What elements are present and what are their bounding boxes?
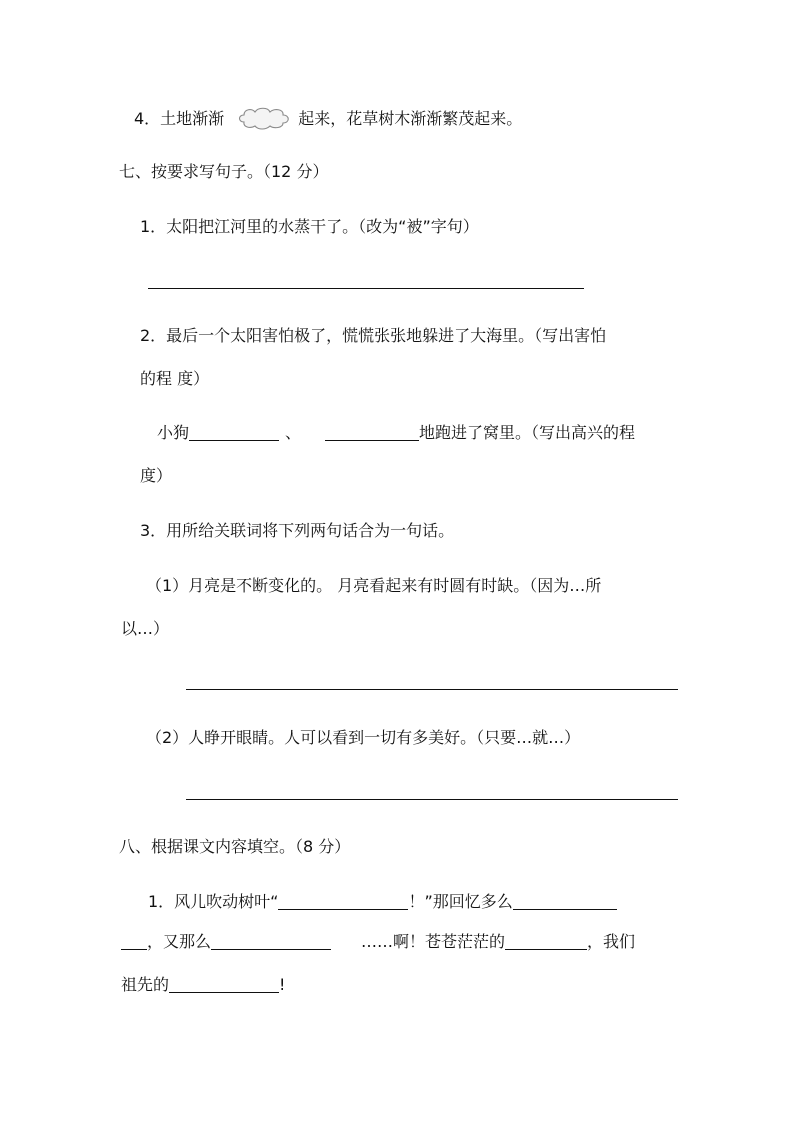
- section-7-question-2-dog-line-2: 度）: [140, 466, 173, 485]
- dog-separator: 、: [285, 423, 302, 442]
- section-7-question-3-1-line-1: （1）月亮是不断变化的。 月亮看起来有时圆有时缺。（因为…所: [146, 576, 602, 595]
- section-8-question-1-line-1: [148, 891, 617, 913]
- section-8-question-1-line-3: [121, 974, 285, 996]
- q8-1-line-2-start: ，又那么: [147, 932, 212, 951]
- section-7-question-2-dog-line: [157, 422, 635, 444]
- section-8-question-1-line-2: [121, 931, 635, 953]
- q8-1-start: 1．风儿吹动树叶“: [148, 892, 279, 911]
- blank-q8-vast[interactable]: [505, 933, 587, 950]
- item-4-suffix: 起来，花草树木渐渐繁茂起来。: [298, 109, 523, 128]
- q8-1-line-3-end: !: [279, 975, 286, 994]
- q8-1-quote-end: ！”那回忆多么: [408, 892, 513, 911]
- section-7-question-1: 1．太阳把江河里的水蒸干了。（改为“被”字句）: [140, 217, 479, 236]
- blank-q8-rustle[interactable]: [278, 893, 408, 910]
- blank-q8-memory-1[interactable]: [513, 893, 617, 910]
- blank-q8-ancestors[interactable]: [169, 976, 279, 993]
- section-8-heading: 八、根据课文内容填空。（8 分）: [119, 837, 351, 856]
- item-4-prefix: 4．土地渐渐: [134, 109, 225, 128]
- section-7-question-3-1-line-2: 以…）: [121, 619, 170, 638]
- dog-text-start: 小狗: [157, 423, 190, 442]
- dog-text-end: 地跑进了窝里。（写出高兴的程: [419, 423, 636, 442]
- answer-line-q3-2[interactable]: [186, 799, 678, 800]
- blank-q8-memory-1-continued[interactable]: [121, 933, 147, 950]
- q8-1-line-2-end: ，我们: [587, 932, 636, 951]
- blank-q2-second[interactable]: [325, 424, 419, 441]
- cloud-icon: [238, 106, 290, 130]
- section-7-question-2-line-2: 的程 度）: [140, 369, 210, 388]
- answer-line-q3-1[interactable]: [186, 689, 678, 690]
- q8-1-line-3-start: 祖先的: [121, 975, 170, 994]
- blank-q2-first[interactable]: [189, 424, 279, 441]
- answer-line-q1[interactable]: [148, 288, 584, 289]
- q8-1-line-2-mid: ……啊！苍苍茫茫的: [361, 932, 506, 951]
- blank-q8-memory-2[interactable]: [211, 933, 331, 950]
- section-7-question-3-2: （2）人睁开眼睛。人可以看到一切有多美好。（只要…就…）: [146, 728, 581, 747]
- section-7-question-2-line-1: 2．最后一个太阳害怕极了，慌慌张张地躲进了大海里。（写出害怕: [140, 326, 607, 345]
- item-4-line: [134, 106, 522, 130]
- section-7-question-3: 3．用所给关联词将下列两句话合为一句话。: [140, 521, 455, 540]
- section-7-heading: 七、按要求写句子。（12 分）: [119, 162, 329, 181]
